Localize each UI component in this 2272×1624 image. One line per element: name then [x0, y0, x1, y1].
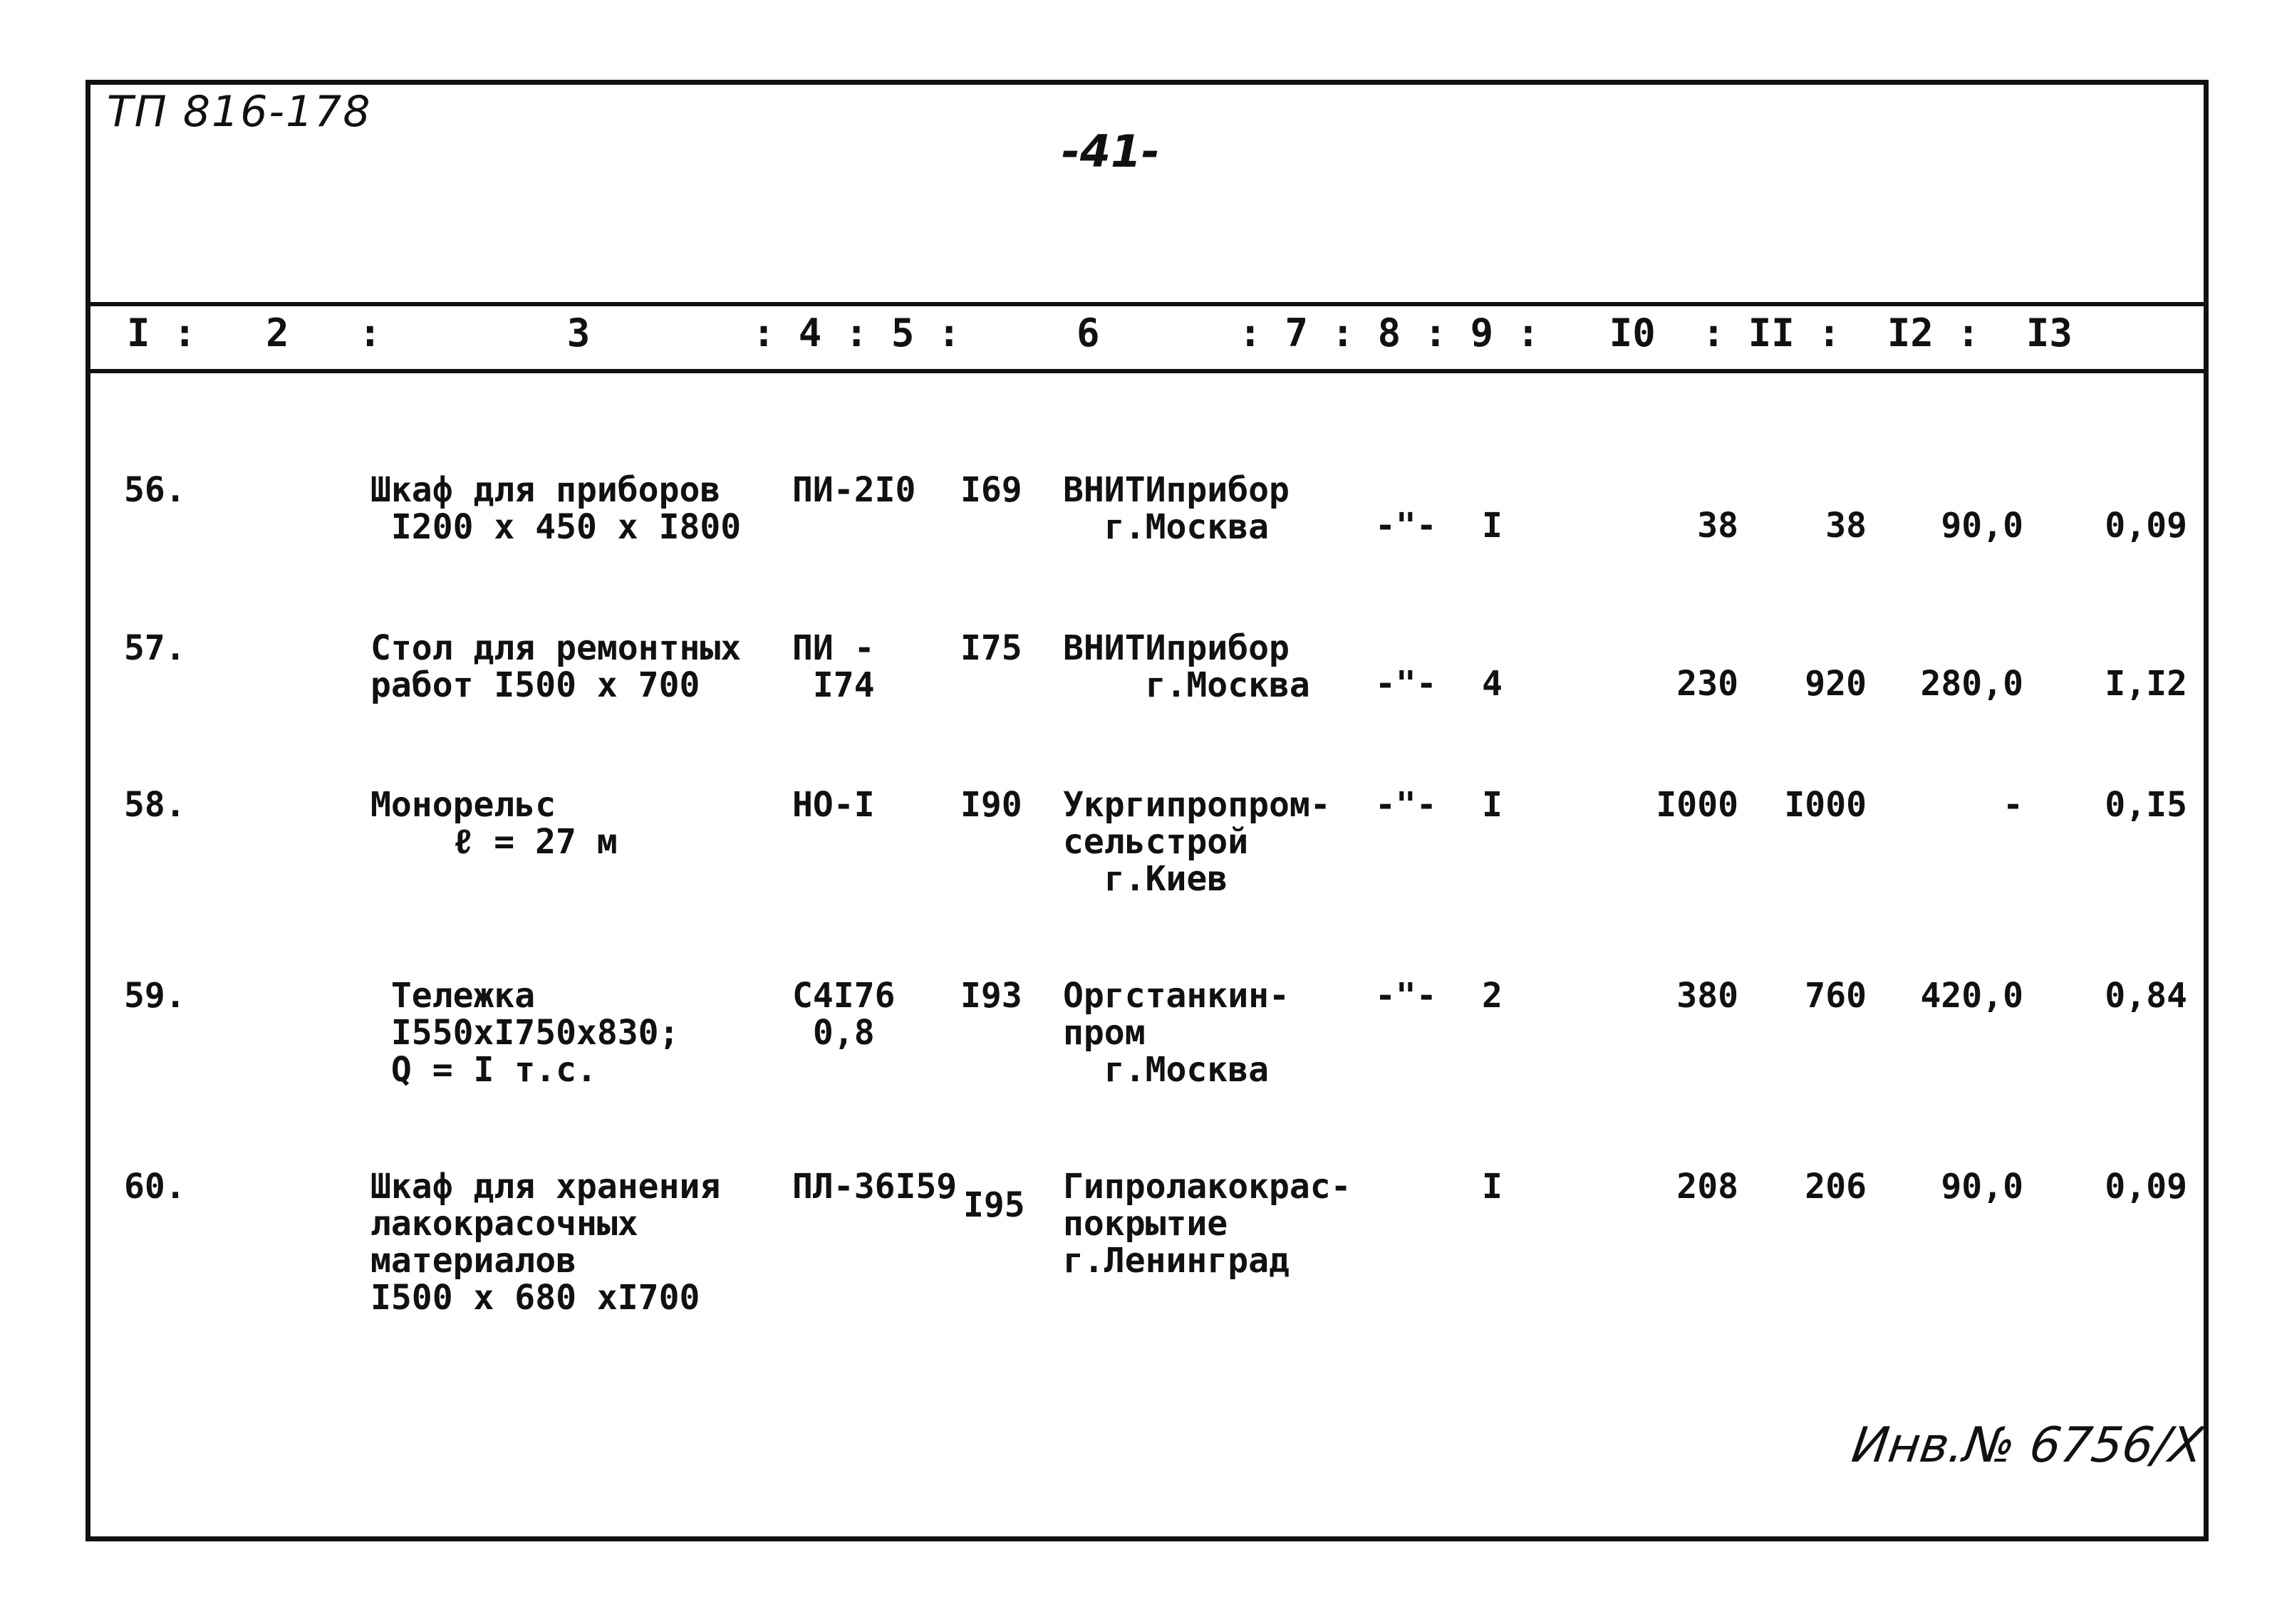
cell-col10: 380	[1676, 976, 1738, 1016]
document-code: ТП 816-178	[107, 87, 372, 137]
cell-supplier: Гипролакокрас- покрытие г.Ленинград	[1063, 1167, 1352, 1281]
cell-col7: -"-	[1375, 506, 1437, 546]
cell-name: Стол для ремонтных работ I500 x 700	[370, 628, 742, 705]
cell-col13: I,I2	[2105, 664, 2187, 704]
cell-col10: 230	[1676, 664, 1738, 704]
cell-col10: I000	[1656, 785, 1738, 825]
cell-type: НО-I	[792, 785, 875, 825]
cell-col12: 280,0	[1920, 664, 2023, 704]
cell-col11: 206	[1805, 1167, 1867, 1207]
cell-supplier: Укргипропром- сельстрой г.Киев	[1063, 785, 1331, 899]
cell-qty: I	[1482, 506, 1503, 546]
cell-col10: 38	[1697, 506, 1738, 546]
cell-col10: 208	[1676, 1167, 1738, 1207]
cell-sheet: I95	[963, 1185, 1025, 1225]
cell-col12: -	[2003, 785, 2023, 825]
cell-col7: -"-	[1375, 976, 1437, 1016]
cell-no: 57.	[124, 628, 186, 668]
column-header-row	[127, 311, 2073, 355]
cell-sheet: I90	[960, 785, 1022, 825]
cell-qty: I	[1482, 785, 1503, 825]
cell-no: 58.	[124, 785, 186, 825]
cell-supplier: ВНИТИприбор г.Москва	[1063, 628, 1310, 705]
cell-name: Шкаф для приборов I200 x 450 x I800	[370, 470, 742, 547]
cell-col11: 38	[1825, 506, 1867, 546]
cell-type: ПИ - I74	[792, 628, 875, 705]
cell-col12: 420,0	[1920, 976, 2023, 1016]
inventory-stamp: Инв.№ 6756/Х	[1848, 1417, 2207, 1474]
cell-qty: 2	[1482, 976, 1503, 1016]
cell-sheet: I93	[960, 976, 1022, 1016]
cell-col12: 90,0	[1941, 1167, 2023, 1207]
cell-col13: 0,09	[2105, 506, 2187, 546]
cell-type: С4I76 0,8	[792, 976, 896, 1053]
cell-supplier: Оргстанкин- пром г.Москва	[1063, 976, 1290, 1090]
page-number: -41-	[1062, 125, 1160, 177]
cell-name: Тележка I550xI750x830; Q = I т.с.	[390, 976, 680, 1090]
cell-sheet: I75	[960, 628, 1022, 668]
cell-name: Шкаф для хранения лакокрасочных материалов I500 x 680 xI700	[370, 1167, 721, 1318]
cell-col11: 760	[1805, 976, 1867, 1016]
cell-qty: 4	[1482, 664, 1503, 704]
header-bottom-rule	[85, 369, 2209, 373]
cell-col13: 0,I5	[2105, 785, 2187, 825]
cell-no: 59.	[124, 976, 186, 1016]
cell-no: 60.	[124, 1167, 186, 1207]
cell-col13: 0,09	[2105, 1167, 2187, 1207]
cell-type: ПЛ-36I59	[792, 1167, 958, 1207]
cell-col7: -"-	[1375, 785, 1437, 825]
cell-supplier: ВНИТИприбор г.Москва	[1063, 470, 1290, 547]
cell-col11: I000	[1784, 785, 1867, 825]
cell-name: Монорельс ℓ = 27 м	[370, 785, 618, 862]
cell-col11: 920	[1805, 664, 1867, 704]
cell-qty: I	[1482, 1167, 1503, 1207]
cell-sheet: I69	[960, 470, 1022, 510]
cell-no: 56.	[124, 470, 186, 510]
column-headers: I : 2 : 3 : 4 : 5 : 6 : 7 : 8 : 9 : I0 : II : I2 : I3	[127, 311, 2073, 355]
cell-col12: 90,0	[1941, 506, 2023, 546]
cell-type: ПИ-2I0	[792, 470, 916, 510]
cell-col13: 0,84	[2105, 976, 2187, 1016]
header-top-rule	[85, 302, 2209, 306]
cell-col7: -"-	[1375, 664, 1437, 704]
